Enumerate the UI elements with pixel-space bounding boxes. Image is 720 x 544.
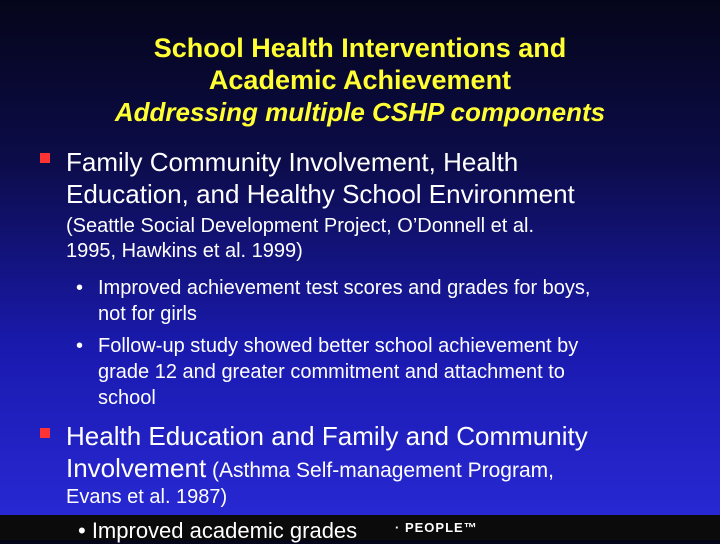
sub-bullet-2: [98, 333, 708, 411]
sub-bullet-1-line-1: Improved achievement test scores and grades for boys,: [98, 277, 591, 299]
bullet-1-citation: [66, 214, 706, 264]
bullet-2-citation-inline: (Asthma Self-management Program,: [206, 459, 554, 482]
bullet-1-line-2: Education, and Healthy School Environment: [66, 179, 575, 209]
bullet-2-citation-line: Evans et al. 1987): [66, 486, 228, 508]
bullet-1-heading: [66, 146, 706, 210]
title-line-1: School Health Interventions and: [153, 33, 567, 63]
sub-bullet-dot-icon: •: [76, 277, 84, 299]
sub-bullet-2-line-1: Follow-up study showed better school achievement by: [98, 335, 579, 357]
sub-bullet-1: [98, 275, 708, 327]
citation-line-2: 1995, Hawkins et al. 1999): [66, 240, 303, 262]
bullet-1-line-1: Family Community Involvement, Health: [66, 147, 519, 177]
sub-bullet-2-line-3: school: [98, 387, 156, 409]
sub-bullet-1-line-2: not for girls: [98, 303, 197, 325]
sub-bullet-dot-icon: •: [76, 335, 84, 357]
bullet-square-icon: [40, 153, 50, 163]
citation-line-1: (Seattle Social Development Project, O’Donnell et al.: [66, 215, 535, 237]
footer-partial-text: • Improved academic grades: [78, 518, 358, 543]
bullet-square-icon: [40, 428, 50, 438]
bullet-2-line-1: Health Education and Family and Community: [66, 421, 588, 451]
title-line-2: Academic Achievement: [208, 65, 512, 95]
bullet-2-citation: [66, 485, 706, 510]
bullet-2-heading: [66, 420, 706, 484]
footer-logo: · PEOPLE™: [395, 520, 478, 535]
bullet-2-line-2: Involvement: [66, 453, 207, 483]
subtitle: Addressing multiple CSHP components: [114, 97, 606, 127]
slide-title: [0, 32, 720, 128]
sub-bullet-2-line-2: grade 12 and greater commitment and attachment to: [98, 361, 565, 383]
